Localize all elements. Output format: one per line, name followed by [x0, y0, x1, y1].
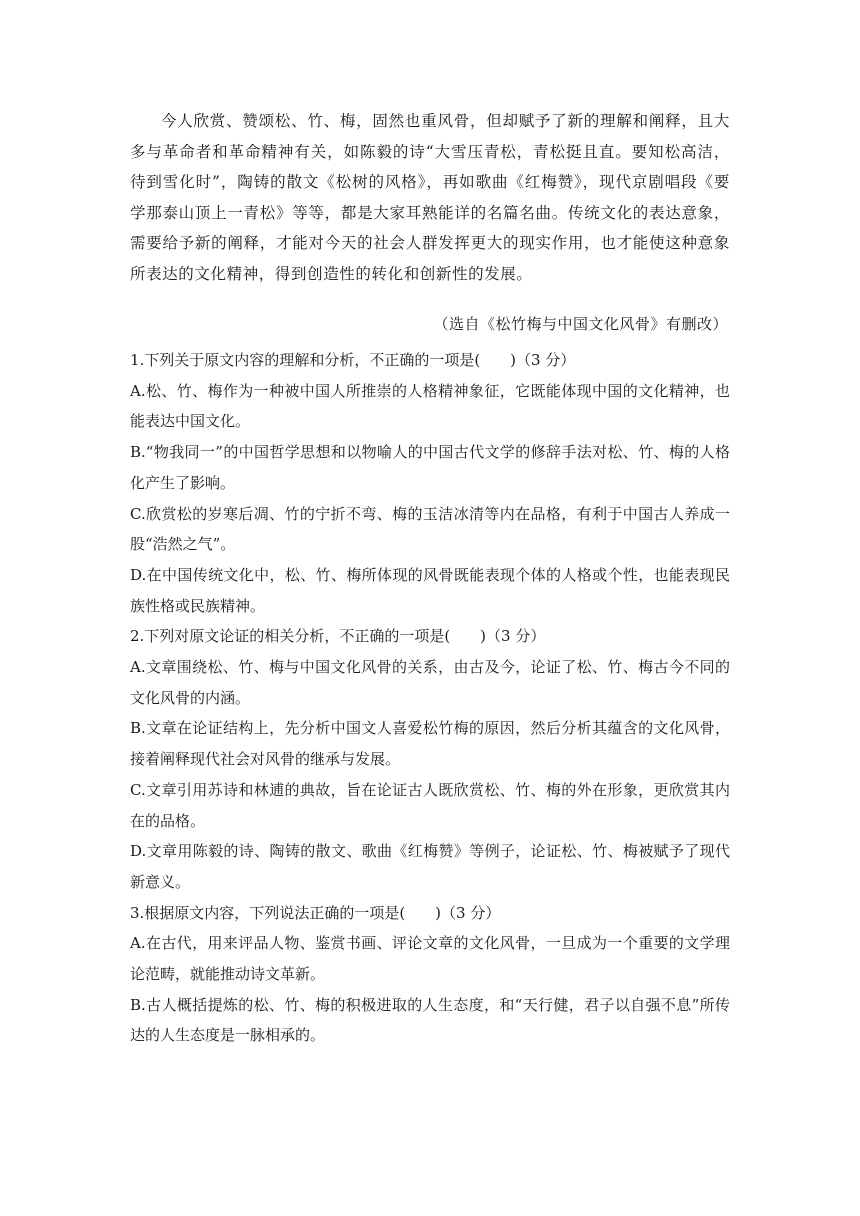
- question-stem: 2.下列对原文论证的相关分析，不正确的一项是( )（3 分）: [130, 627, 546, 646]
- option-a: A.松、竹、梅作为一种被中国人所推崇的人格精神象征，它既能体现中国的文化精神，也能表达中国文化。: [130, 381, 730, 431]
- question-3: [130, 898, 730, 1052]
- passage: [130, 106, 730, 290]
- source-citation: （选自《松竹梅与中国文化风骨》有删改）: [433, 315, 728, 333]
- option-a: A.在古代，用来评品人物、鉴赏书画、评论文章的文化风骨，一旦成为一个重要的文学理论范畴，就能推动诗文革新。: [130, 934, 730, 984]
- question-1: [130, 345, 730, 621]
- question-stem: 3.根据原文内容，下列说法正确的一项是( )（3 分）: [130, 903, 501, 922]
- passage-paragraph: 今人欣赏、赞颂松、竹、梅，固然也重风骨，但却赋予了新的理解和阐释，且大多与革命者和革命精神有关，如陈毅的诗“大雪压青松，青松挺且直。要知松高洁，待到雪化时”，陶铸的散文《松树的风格》，再如歌曲《红梅赞》，现代京剧唱段《要学那泰山顶上一青松》等等，都是大家耳熟能详的名篇名曲。传统文化的表达意象，需要给予新的阐释，才能对今天的社会人群发挥更大的现实作用，也才能使这种意象所表达的文化精神，得到创造性的转化和创新性的发展。: [130, 112, 730, 283]
- question-list: [130, 345, 730, 1051]
- question-stem: 1.下列关于原文内容的理解和分析，不正确的一项是( )（3 分）: [130, 351, 576, 369]
- option-d: D.在中国传统文化中，松、竹、梅所体现的风骨既能表现个体的人格或个性，也能表现民族性格或民族精神。: [130, 565, 730, 615]
- option-b: B.“物我同一”的中国哲学思想和以物喻人的中国古代文学的修辞手法对松、竹、梅的人格化产生了影响。: [130, 443, 730, 492]
- question-2: [130, 621, 730, 897]
- option-c: C.文章引用苏诗和林逋的典故，旨在论证古人既欣赏松、竹、梅的外在形象，更欣赏其内在的品格。: [130, 780, 730, 830]
- option-d: D.文章用陈毅的诗、陶铸的散文、歌曲《红梅赞》等例子，论证松、竹、梅被赋予了现代新意义。: [130, 842, 730, 891]
- option-a: A.文章围绕松、竹、梅与中国文化风骨的关系，由古及今，论证了松、竹、梅古今不同的文化风骨的内涵。: [130, 658, 730, 707]
- option-b: B.古人概括提炼的松、竹、梅的积极进取的人生态度，和“天行健，君子以自强不息”所传达的人生态度是一脉相承的。: [130, 995, 730, 1045]
- option-b: B.文章在论证结构上，先分析中国文人喜爱松竹梅的原因，然后分析其蕴含的文化风骨，接着阐释现代社会对风骨的继承与发展。: [130, 719, 730, 769]
- option-c: C.欣赏松的岁寒后凋、竹的宁折不弯、梅的玉洁冰清等内在品格，有利于中国古人养成一股“浩然之气”。: [130, 504, 730, 554]
